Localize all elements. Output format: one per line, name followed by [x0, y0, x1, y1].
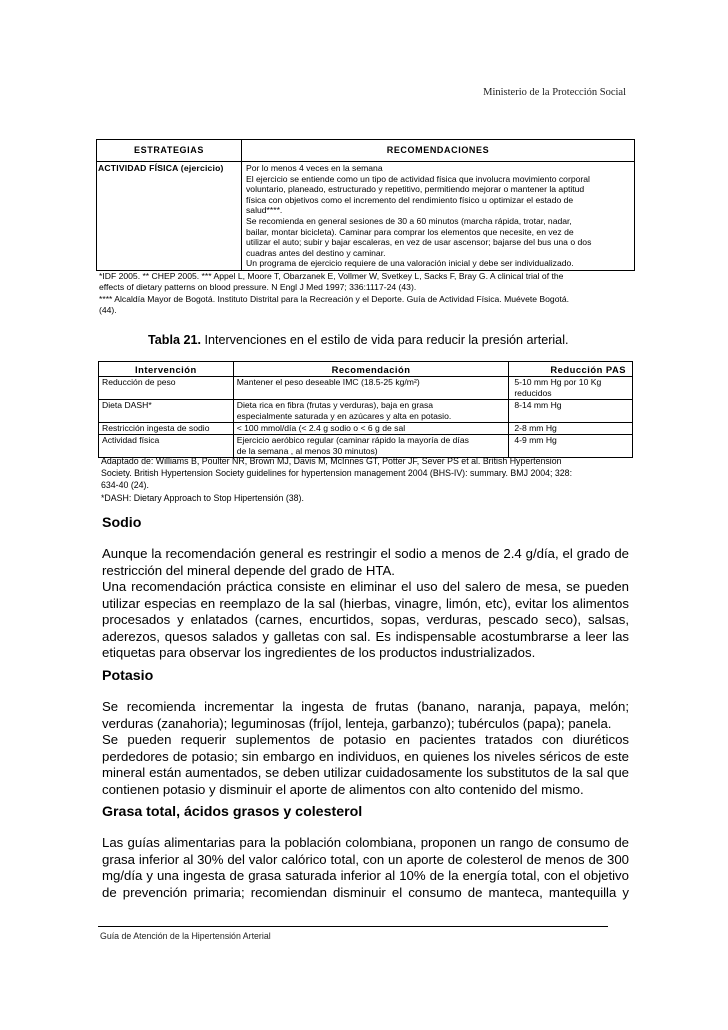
- pas-text: 2-8 mm Hg: [514, 423, 557, 433]
- footer-divider: [98, 926, 608, 927]
- table-row: [99, 377, 633, 400]
- text-line: etiquetas para observar los ingredientes de los productos industrializados.: [102, 645, 536, 660]
- pas-text: reducidos: [514, 388, 552, 398]
- recommendation-text: < 100 mmol/día (< 2.4 g sodio o < 6 g de sal: [236, 423, 406, 433]
- table1-references: [99, 271, 633, 317]
- text-line: Se recomienda incrementar la ingesta de frutas (banano, naranja, papaya, melón;: [102, 699, 629, 714]
- reference-line: effects of dietary patterns on blood pressure. N Engl J Med 1997; 336:1117-24 (43).: [99, 282, 417, 293]
- rec-line: bailar, montar bicicleta). Caminar para comprar los elementos que necesite, en vez de: [246, 226, 574, 237]
- ministry-header: Ministerio de la Protección Social: [483, 87, 626, 98]
- grasa-paragraph: [102, 835, 629, 901]
- intervention-text: Actividad física: [102, 435, 160, 445]
- reference-line: **** Alcaldía Mayor de Bogotá. Instituto Distrital para la Recreación y el Deporte. Guía de Actividad Física. Muévete Bogotá.: [99, 293, 570, 304]
- intervention-cell: [99, 423, 234, 435]
- rec-line: salud****.: [246, 205, 283, 216]
- col-intervention-header: Intervención: [99, 362, 234, 377]
- sodio-heading: Sodio: [102, 515, 142, 531]
- intervention-cell: [99, 400, 234, 423]
- table-row: [99, 400, 633, 423]
- intervention-cell: [99, 377, 234, 400]
- recommendation-cell: [233, 400, 509, 423]
- recommendation-text: Dieta rica en fibra (frutas y verduras), baja en grasa: [236, 400, 434, 410]
- potasio-heading: Potasio: [102, 668, 154, 684]
- text-line: contienen potasio y disminuir el aporte de alimentos con alto contenido del mismo.: [102, 781, 584, 797]
- reference-line: *IDF 2005. ** CHEP 2005. *** Appel L, Moore T, Obarzanek E, Vollmer W, Svetkey L, Sacks F, Bray G. A clinical trial of the: [99, 271, 564, 281]
- pas-cell: [509, 377, 633, 400]
- text-line: Aunque la recomendación general es restringir el sodio a menos de 2.4 g/día, el grado de: [102, 546, 629, 561]
- recommendation-text: Ejercicio aeróbico regular (caminar rápido la mayoría de días: [236, 435, 469, 445]
- sodio-paragraph: [102, 546, 629, 662]
- recommendation-text: de la semana , al menos 30 minutos): [236, 446, 378, 456]
- rec-line: Un programa de ejercicio requiere de una valoración inicial y debe ser individualizado.: [246, 258, 574, 269]
- intervention-text: Reducción de peso: [102, 377, 176, 387]
- pas-text: 5-10 mm Hg por 10 Kg: [514, 377, 602, 387]
- text-line: grasa inferior al 30% del valor calórico total, con un aporte de colesterol de menos de 300: [102, 851, 629, 867]
- pas-text: 8-14 mm Hg: [514, 400, 562, 410]
- reference-line: 634-40 (24).: [101, 480, 149, 491]
- recommendations-header: RECOMENDACIONES: [242, 140, 635, 162]
- text-line: Se pueden requerir suplementos de potasio en pacientes tratados con diuréticos: [102, 732, 629, 747]
- strategy-cell: ACTIVIDAD FÍSICA (ejercicio): [97, 162, 242, 271]
- table-row: [99, 423, 633, 435]
- rec-line: voluntario, planeado, estructurado y repetitivo, permitiendo mejorar o mantener la aptitud: [246, 184, 585, 195]
- recommendation-text: especialmente saturada y en azúcares y alta en potasio.: [236, 411, 452, 421]
- text-line: mg/día y una ingesta de grasa saturada inferior al 10% de la energía total, con el objetivo: [102, 868, 629, 883]
- rec-line: Por lo menos 4 veces en la semana: [246, 163, 383, 173]
- reference-line: Society. British Hypertension Society guidelines for hypertension management 2004 (BHS-IV): summary. BMJ 2004; 328:: [101, 468, 573, 479]
- text-line: Una recomendación práctica consiste en eliminar el uso del salero de mesa, se pueden: [102, 579, 629, 594]
- pas-text: 4-9 mm Hg: [514, 435, 557, 445]
- strategies-header: ESTRATEGIAS: [97, 140, 242, 162]
- interventions-table: [98, 361, 633, 458]
- text-line: mineral están aumentados, se deben utilizar cuidadosamente los substitutos de la sal que: [102, 765, 629, 780]
- rec-line: física con objetivos como el incremento del rendimiento físico u optimizar el estado de: [246, 194, 574, 205]
- footer-title: Guía de Atención de la Hipertensión Arterial: [100, 931, 271, 941]
- strategies-table: [96, 139, 635, 271]
- table21-caption: [148, 333, 569, 347]
- reference-line: *DASH: Dietary Approach to Stop Hipertensión (38).: [101, 492, 304, 503]
- grasa-heading: Grasa total, ácidos grasos y colesterol: [102, 804, 363, 820]
- col-pas-header: Reducción PAS: [509, 362, 633, 377]
- reference-line: Adaptado de: Williams B, Poulter NR, Brown MJ, Davis M, McInnes GT, Potter JF, Sever PS et al. British Hypertension: [101, 456, 562, 466]
- recommendation-cell: [233, 423, 509, 435]
- pas-cell: [509, 423, 633, 435]
- intervention-text: Dieta DASH*: [102, 400, 152, 410]
- text-line: de prevención primaria; recomiendan disminuir el consumo de manteca, mantequilla y: [102, 884, 629, 900]
- pas-cell: [509, 400, 633, 423]
- recommendation-text: Mantener el peso deseable IMC (18.5-25 kg/m²): [236, 377, 420, 387]
- rec-line: Se recomienda en general sesiones de 30 a 60 minutos (marcha rápida, trotar, nadar,: [246, 215, 572, 226]
- text-line: aderezos, quesos salados y galletas con sal. Es indispensable acostumbrarse a leer las: [102, 628, 629, 644]
- text-line: Las guías alimentarias para la población colombiana, proponen un rango de consumo de: [102, 835, 629, 850]
- text-line: perdedores de potasio; sin embargo en individuos, en quienes los niveles séricos de este: [102, 748, 629, 764]
- table21-label: Tabla 21.: [148, 333, 201, 347]
- text-line: restricción del mineral depende del grado de HTA.: [102, 562, 395, 578]
- table21-references: [101, 455, 633, 504]
- col-recommendation-header: Recomendación: [233, 362, 509, 377]
- recommendation-cell: [242, 162, 635, 271]
- rec-line: cuadras antes del destino y caminar.: [246, 247, 386, 258]
- text-line: verduras (zanahoria); leguminosas (fríjol, lenteja, garbanzo); tubérculos (papa); panela.: [102, 715, 612, 731]
- table21-title: Intervenciones en el estilo de vida para reducir la presión arterial.: [200, 333, 569, 347]
- intervention-text: Restricción ingesta de sodio: [102, 423, 210, 433]
- text-line: utilizar especias en reemplazo de la sal (hierbas, vinagre, limón, etc), evitar los alimentos: [102, 595, 629, 611]
- recommendation-cell: [233, 377, 509, 400]
- rec-line: El ejercicio se entiende como un tipo de actividad física que involucra movimiento corporal: [246, 173, 590, 184]
- rec-line: utilizar el auto; subir y bajar escaleras, en vez de usar ascensor; bajarse del bus una o dos: [246, 237, 592, 248]
- text-line: procesados y enlatados (carnes, encurtidos, sopas, verduras, pescado seco), salsas,: [102, 612, 629, 627]
- potasio-paragraph: [102, 699, 629, 798]
- reference-line: (44).: [99, 305, 117, 316]
